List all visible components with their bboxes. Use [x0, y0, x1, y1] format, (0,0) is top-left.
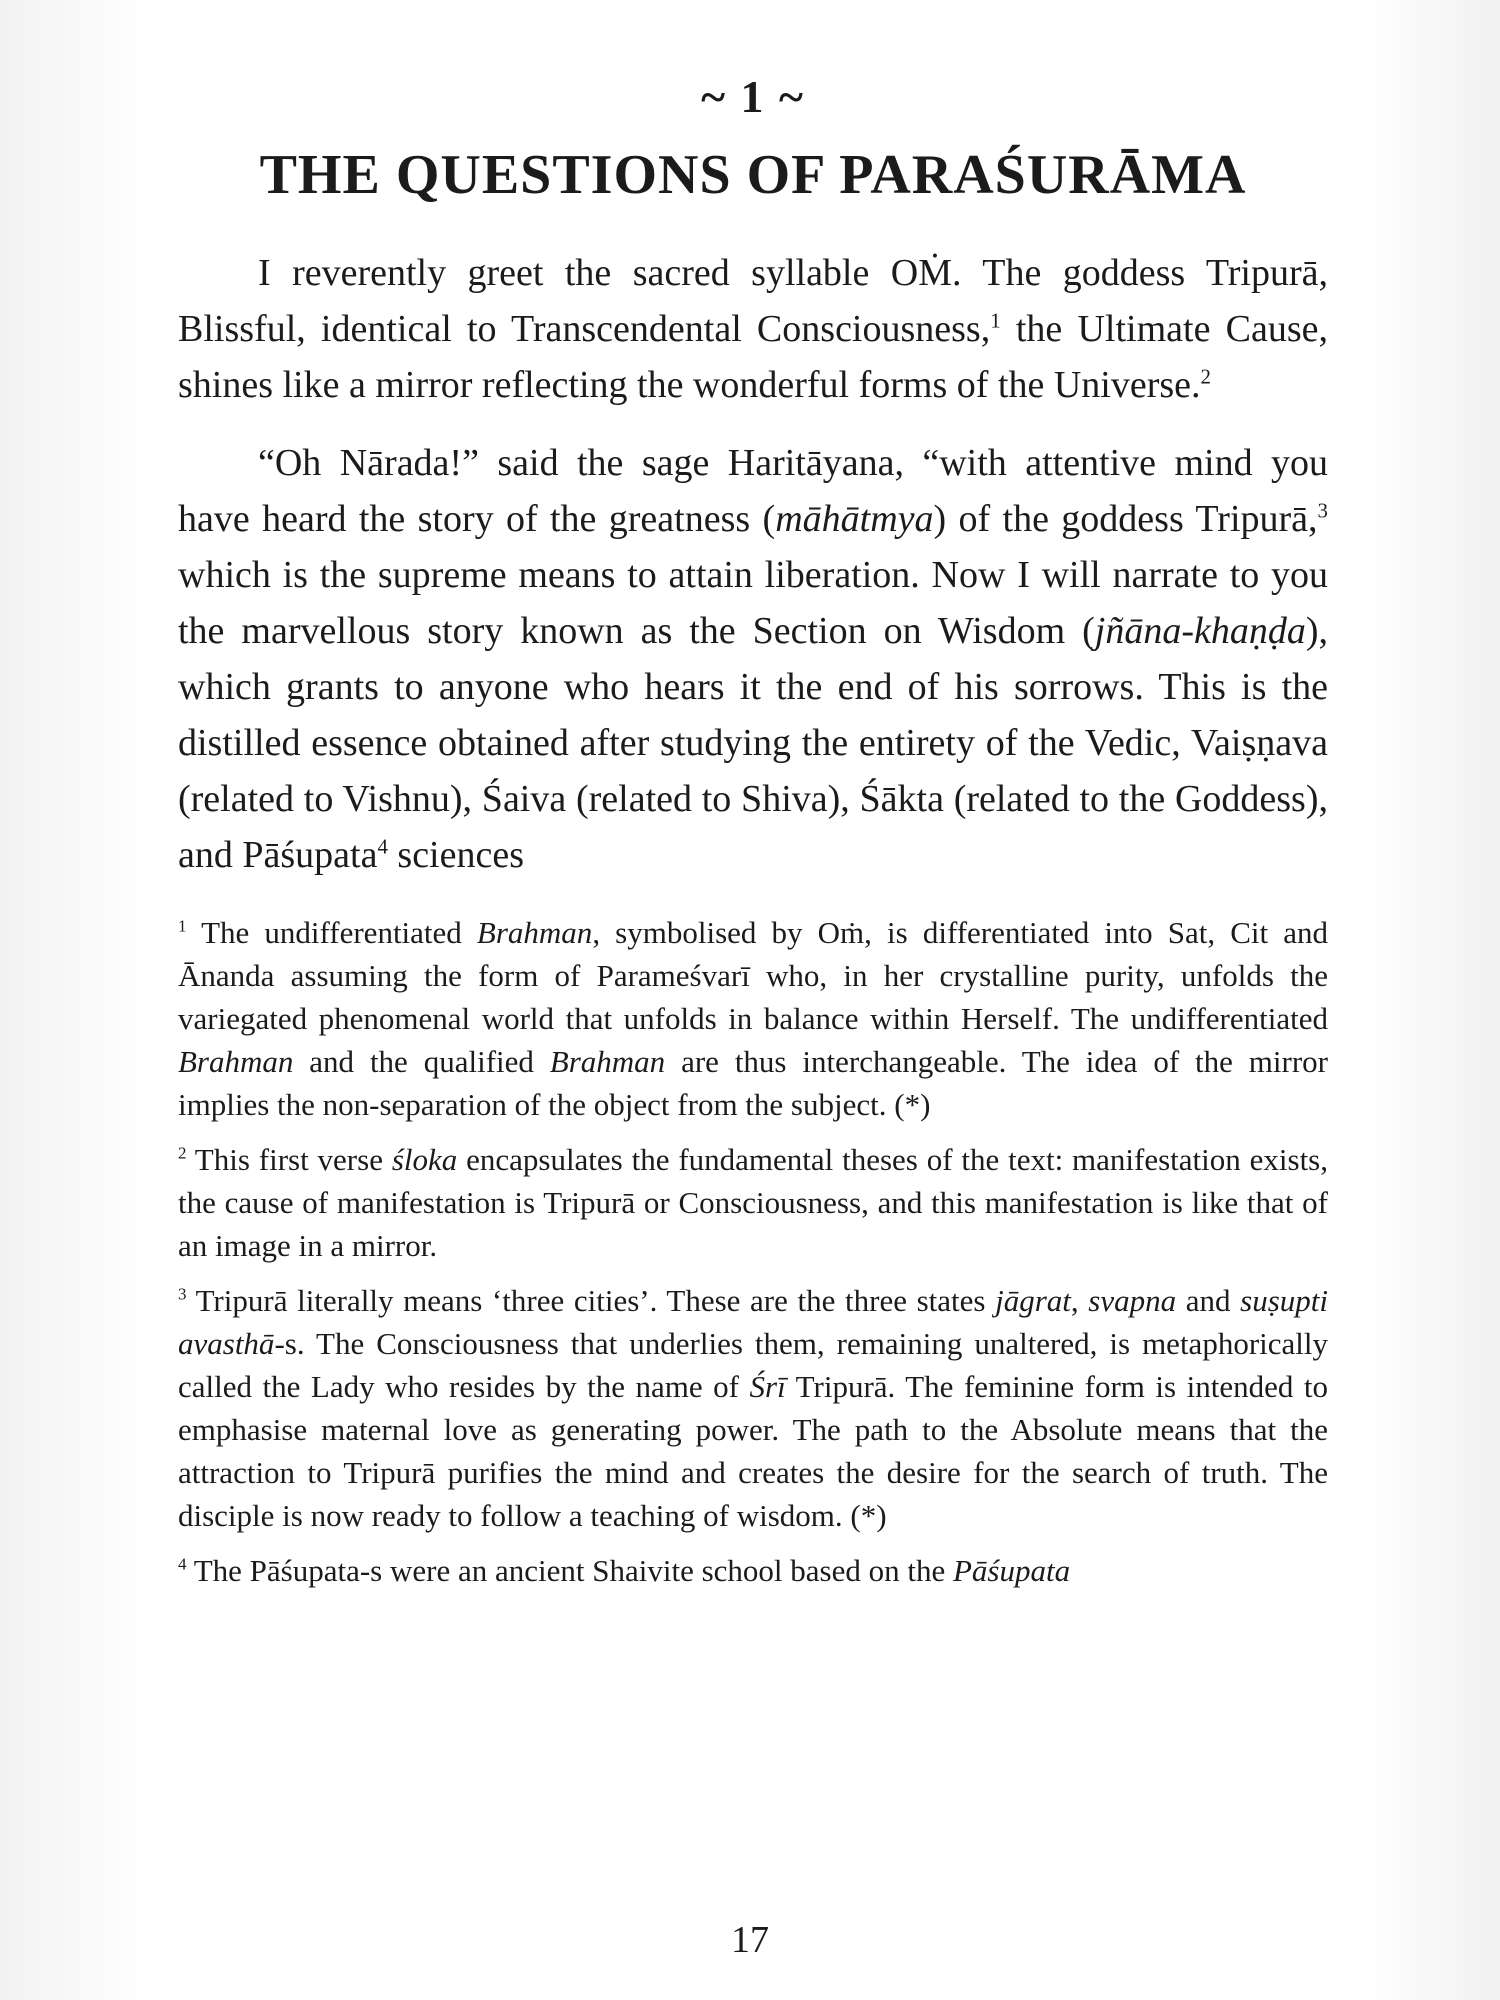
text-run: sciences [387, 833, 525, 876]
footnote-ref: 3 [1317, 497, 1328, 522]
italic-term: māhātmya [775, 497, 934, 540]
chapter-number: ~ 1 ~ [701, 71, 805, 122]
italic-term: suṣupti avasthā [178, 1282, 1329, 1361]
text-run: The Pāśupata-s were an ancient Shaivite school based on the [186, 1552, 953, 1588]
text-run: encapsulates the fundamental theses of the text: manifestation exists, the cause of manifestation is Tripurā or Consciousness, and this manifestation is like that of an image in a mirror. [178, 1141, 1328, 1263]
text-run: , [1070, 1282, 1089, 1318]
footnote-ref: 4 [377, 833, 388, 858]
book-page [178, 70, 1328, 1604]
text-run: The undifferentiated [186, 914, 477, 950]
text-run: “Oh Nārada!” said the sage Haritāyana, “with attentive mind you have heard the story of the greatness ( [178, 441, 1328, 540]
footnote-number: 2 [178, 1143, 187, 1163]
italic-term: Pāśupata [952, 1552, 1071, 1588]
text-run: the Ultimate Cause, shines like a mirror reflecting the wonderful forms of the Universe. [178, 307, 1328, 406]
text-run: and [1176, 1282, 1241, 1318]
footnote-number: 1 [178, 916, 187, 936]
italic-term: jāgrat [995, 1282, 1071, 1318]
footnote-ref: 1 [990, 307, 1001, 332]
page-gutter-shadow [0, 0, 150, 2000]
text-run: which is the supreme means to attain liberation. Now I will narrate to you the marvellous story known as the Section on Wisdom ( [178, 553, 1328, 652]
text-run: and the qualified [293, 1043, 550, 1079]
text-run: ) of the goddess Tripurā, [933, 497, 1318, 540]
italic-term: Brahman [178, 1043, 294, 1079]
chapter-title: THE QUESTIONS OF PARAŚURĀMA [259, 144, 1247, 206]
italic-term: Brahman [549, 1043, 666, 1079]
footnote-2 [178, 1138, 1328, 1267]
text-run: I reverently greet the sacred syllable OṀ. The goddess Tripurā, Blissful, identical to Transcendental Consciousness, [178, 251, 1328, 350]
footnote-ref: 2 [1200, 363, 1211, 388]
page-edge-shadow [1370, 0, 1500, 2000]
italic-term: jñāna-khaṇḍa [1094, 609, 1306, 652]
footnote-1 [178, 911, 1328, 1126]
footnotes-section [178, 911, 1328, 1592]
body-paragraph [178, 435, 1328, 883]
text-run: ), which grants to anyone who hears it the end of his sorrows. This is the distilled essence obtained after studying the entirety of the Vedic, Vaiṣṇava (related to Vishnu), Śaiva (related to Shiva), Śākta (related to the Goddess), and Pāśupata [178, 609, 1328, 876]
italic-term: Brahman [476, 914, 593, 950]
body-paragraph [178, 245, 1328, 413]
text-run: -s. The Consciousness that underlies them, remaining unaltered, is metaphorically called the Lady who resides by the name of [178, 1325, 1328, 1404]
italic-term: śloka [391, 1141, 458, 1177]
text-run: This first verse [186, 1141, 392, 1177]
text-run: Tripurā literally means ‘three cities’. These are the three states [186, 1282, 996, 1318]
footnote-3 [178, 1279, 1328, 1537]
text-run: , symbolised by Oṁ, is differentiated into Sat, Cit and Ānanda assuming the form of Parameśvarī who, in her crystalline purity, unfolds the variegated phenomenal world that unfolds in balance within Herself. The undifferentiated [178, 914, 1328, 1036]
text-run: Tripurā. The feminine form is intended to emphasise maternal love as generating power. The path to the Absolute means that the attraction to Tripurā purifies the mind and creates the desire for the search of truth. The disciple is now ready to follow a teaching of wisdom. (*) [178, 1368, 1328, 1533]
italic-term: Śrī [749, 1368, 786, 1404]
footnote-number: 3 [178, 1284, 187, 1304]
footnote-4 [178, 1549, 1328, 1592]
text-run: are thus interchangeable. The idea of the mirror implies the non-separation of the object from the subject. (*) [178, 1043, 1328, 1122]
page-number: 17 [731, 1919, 769, 1961]
footnote-number: 4 [178, 1554, 187, 1574]
italic-term: svapna [1088, 1282, 1177, 1318]
